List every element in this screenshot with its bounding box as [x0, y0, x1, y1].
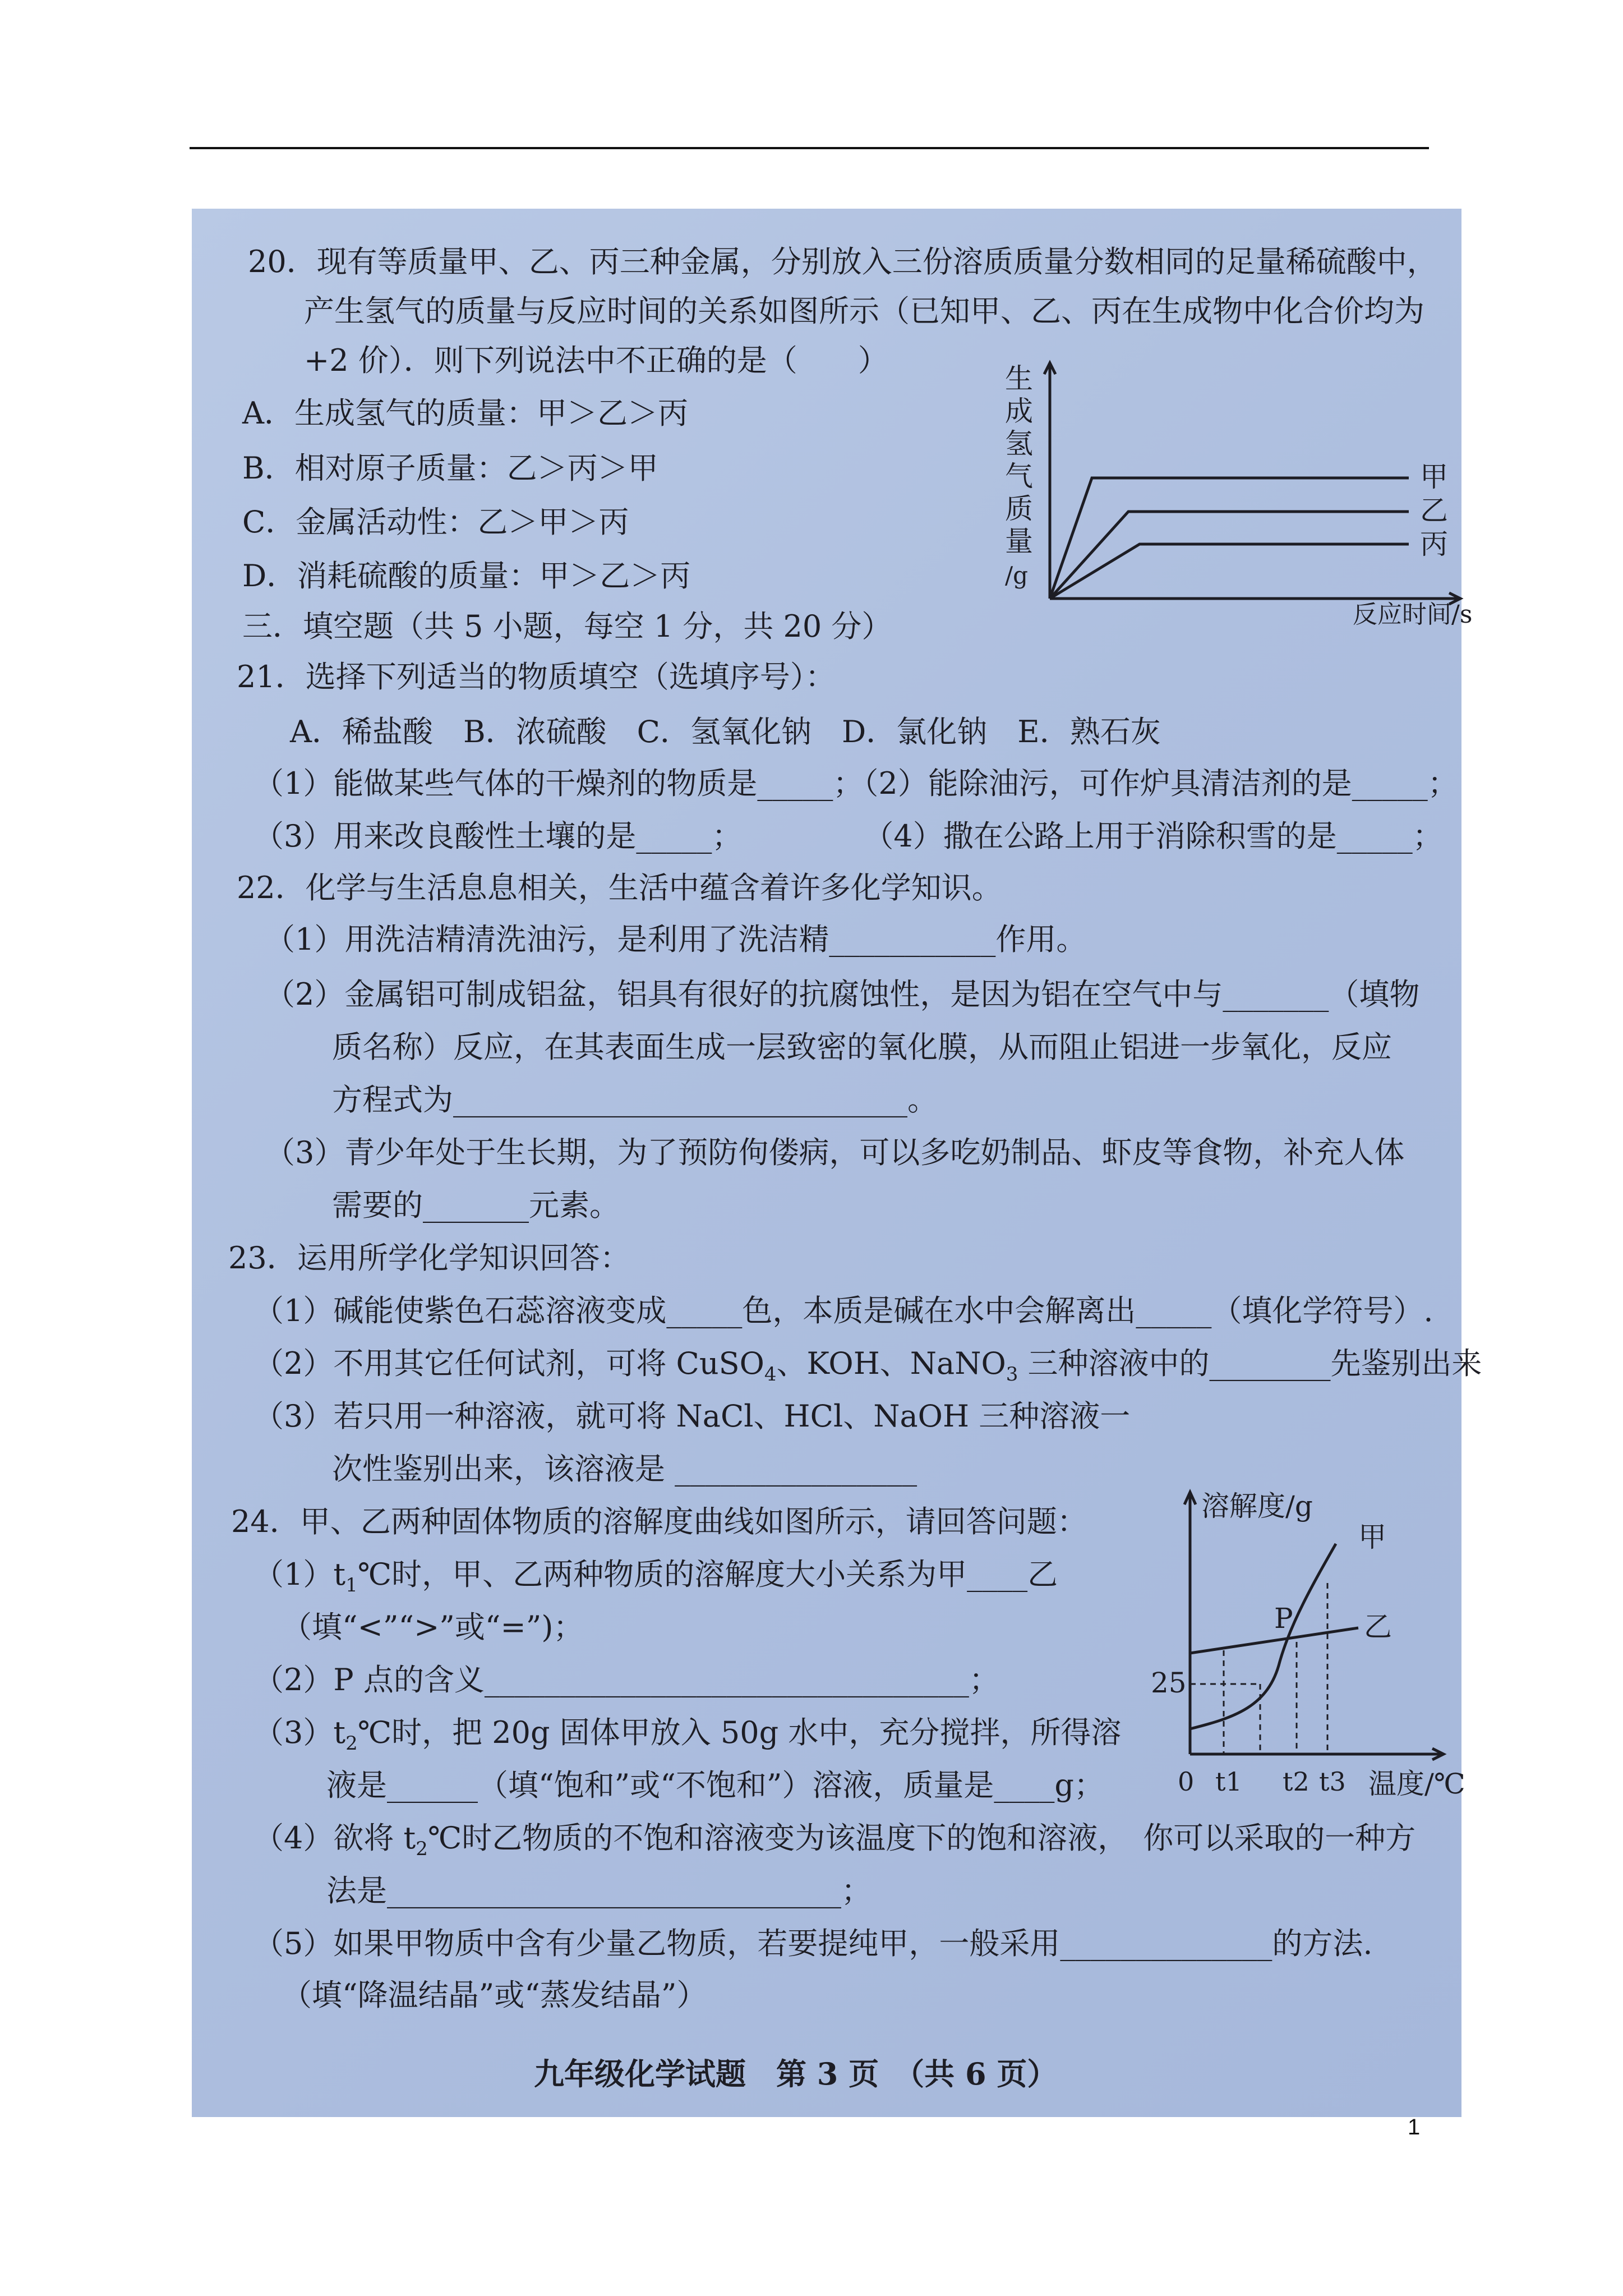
q22-part-2-line-1: （2）金属铝可制成铝盆，铝具有很好的抗腐蚀性，是因为铝在空气中与_______（填物 — [265, 977, 1420, 1012]
q22-stem: 22．化学与生活息息相关，生活中蕴含着许多化学知识。 — [237, 870, 1002, 905]
q20-option-c: C．金属活动性：乙＞甲＞丙 — [242, 504, 629, 540]
x-axis-label: 温度/℃ — [1368, 1768, 1465, 1800]
q22-part-3-line-2: 需要的_______元素。 — [332, 1188, 620, 1223]
q22-part-2-line-2: 质名称）反应，在其表面生成一层致密的氧化膜，从而阻止铝进一步氧化，反应 — [332, 1029, 1392, 1065]
q24-part-1-text-b: ℃时，甲、乙两种物质的溶解度大小关系为甲____乙 — [357, 1557, 1058, 1592]
subscript: 2 — [345, 1732, 358, 1755]
q23-stem: 23．运用所学化学知识回答： — [228, 1240, 630, 1276]
q24-part-1 — [253, 1555, 1058, 1605]
q24-part-3 — [253, 1713, 1121, 1763]
ylabel-char: 质 — [1005, 493, 1033, 525]
q22-part-2-line-3: 方程式为______________________________。 — [332, 1082, 938, 1117]
series-line-bing — [1050, 544, 1409, 599]
ylabel-char: 生 — [1005, 362, 1033, 395]
header-rule — [190, 147, 1429, 149]
q23-part-2 — [253, 1344, 1482, 1394]
q24-part-5-line-2: （填“降温结晶”或“蒸发结晶”） — [282, 1977, 707, 2013]
scanned-page-photo — [192, 209, 1482, 2117]
q24-part-3-line-2: 液是______（填“饱和”或“不饱和”）溶液，质量是____g； — [326, 1768, 1104, 1803]
q22-part-1: （1）用洗洁精清洗油污，是利用了洗洁精___________作用。 — [265, 922, 1087, 957]
q24-part-1-text-a: （1）t — [253, 1557, 346, 1592]
subscript: 4 — [764, 1363, 777, 1386]
q20-option-d: D．消耗硫酸的质量：甲＞乙＞丙 — [242, 558, 691, 593]
x-tick-label: t3 — [1319, 1766, 1346, 1797]
q23-part-3-line-2: 次性鉴别出来，该溶液是 ________________ — [332, 1451, 917, 1487]
q24-part-4-text-a: （4）欲将 t — [253, 1820, 416, 1856]
q21-stem: 21．选择下列适当的物质填空（选填序号）： — [237, 659, 836, 694]
q24-solubility-figure — [1112, 1482, 1465, 1800]
series-label-bing: 丙 — [1420, 528, 1448, 560]
q21-line-1: （1）能做某些气体的干燥剂的物质是_____；（2）能除油污，可作炉具清洁剂的是_____； — [253, 766, 1458, 801]
q21-line-2: （3）用来改良酸性土壤的是_____； （4）撒在公路上用于消除积雪的是_____； — [253, 818, 1443, 854]
q24-part-4-line-2: 法是______________________________； — [326, 1873, 872, 1908]
series-label-jia: 甲 — [1420, 461, 1448, 493]
q23-part-2-text-b: 、KOH、NaNO — [776, 1346, 1006, 1381]
q20-stem-line-3: +2 价）．则下列说法中不正确的是（ ） — [304, 343, 888, 378]
q24-part-1-line-2: （填“<”“>”或“=”)； — [282, 1609, 584, 1645]
q24-part-5: （5）如果甲物质中含有少量乙物质，若要提纯甲，一般采用______________的方法. — [253, 1926, 1373, 1961]
page-number: 1 — [1408, 2115, 1421, 2139]
y-axis-label: 溶解度/g — [1201, 1490, 1313, 1522]
series-label-jia: 甲 — [1358, 1521, 1386, 1553]
q24-part-2: （2）P 点的含义________________________________； — [253, 1662, 999, 1697]
x-tick-label: 0 — [1178, 1766, 1195, 1797]
ylabel-char: 量 — [1005, 525, 1033, 558]
ylabel-unit: /g — [1005, 562, 1029, 589]
point-p-label: P — [1274, 1602, 1293, 1635]
q24-part-3-text-a: （3）t — [253, 1715, 346, 1750]
subscript: 1 — [345, 1573, 358, 1596]
curve-jia — [1190, 1544, 1336, 1729]
q20-option-a: A．生成氢气的质量：甲＞乙＞丙 — [242, 395, 688, 431]
q24-part-3-text-b: ℃时，把 20g 固体甲放入 50g 水中，充分搅拌，所得溶 — [357, 1715, 1122, 1750]
q24-part-4 — [253, 1819, 1415, 1869]
x-tick-label: t2 — [1283, 1766, 1310, 1797]
subscript: 2 — [416, 1837, 428, 1860]
ylabel-char: 气 — [1005, 460, 1033, 493]
q20-stem-line-2: 产生氢气的质量与反应时间的关系如图所示（已知甲、乙、丙在生成物中化合价均为 — [304, 293, 1424, 329]
q23-part-2-text-c: 三种溶液中的________先鉴别出来 — [1018, 1346, 1482, 1381]
q24-part-4-text-b: ℃时乙物质的不饱和溶液变为该温度下的饱和溶液， 你可以采取的一种方 — [427, 1820, 1416, 1856]
q23-part-1: （1）碱能使紫色石蕊溶液变成_____色，本质是碱在水中会解离出_____（填化学符号）. — [253, 1293, 1433, 1328]
series-label-yi: 乙 — [1364, 1611, 1392, 1643]
q23-part-2-text-a: （2）不用其它任何试剂，可将 CuSO — [253, 1346, 764, 1381]
x-axis-label: 反应时间/s — [1353, 600, 1473, 629]
ylabel-char: 氢 — [1005, 427, 1033, 460]
q20-option-b: B．相对原子质量：乙＞丙＞甲 — [242, 450, 658, 486]
series-label-yi: 乙 — [1420, 494, 1448, 527]
x-tick-label: t1 — [1215, 1766, 1242, 1797]
subscript: 3 — [1006, 1363, 1018, 1386]
q24-stem: 24．甲、乙两种固体物质的溶解度曲线如图所示，请回答问题： — [231, 1504, 1087, 1539]
q22-part-3-line-1: （3）青少年处于生长期，为了预防佝偻病，可以多吃奶制品、虾皮等食物，补充人体 — [265, 1135, 1405, 1170]
page-footer: 九年级化学试题 第 3 页 （共 6 页） — [534, 2056, 1058, 2092]
q20-stem-line-1: 20．现有等质量甲、乙、丙三种金属，分别放入三份溶质质量分数相同的足量稀硫酸中， — [248, 244, 1437, 279]
q23-part-3-line-1: （3）若只用一种溶液，就可将 NaCl、HCl、NaOH 三种溶液一 — [253, 1398, 1131, 1434]
ylabel-char: 成 — [1005, 395, 1033, 427]
y-tick-label: 25 — [1151, 1667, 1187, 1699]
q21-choices: A．稀盐酸 B．浓硫酸 C．氢氧化钠 D．氯化钠 E．熟石灰 — [290, 714, 1161, 749]
q20-hydrogen-figure — [994, 355, 1487, 629]
section-3-title: 三．填空题（共 5 小题，每空 1 分，共 20 分） — [242, 609, 892, 644]
series-line-yi — [1050, 512, 1409, 599]
